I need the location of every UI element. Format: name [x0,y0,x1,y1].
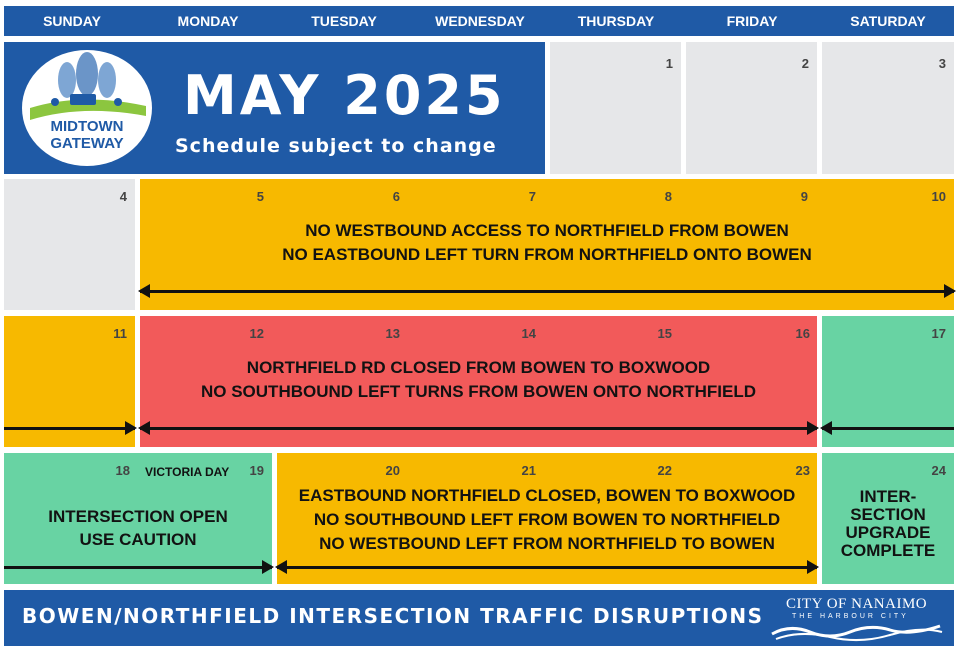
date-9: 9 [800,189,808,204]
week4-open-arrow [4,566,272,569]
city-tagline: THE HARBOUR CITY [792,613,909,620]
date-3: 3 [938,56,946,71]
day-cell-3 [822,42,954,174]
weekday-monday: MONDAY [177,13,239,29]
date-24: 24 [931,463,946,478]
arrow-right-icon [807,421,819,435]
week4-notice-line3: NO WESTBOUND LEFT FROM NORTHFIELD TO BOWEN [319,534,775,553]
week3-carryover-arrow [4,427,135,430]
date-17: 17 [931,326,946,341]
weekday-tuesday: TUESDAY [311,13,377,29]
victoria-day-label: VICTORIA DAY [145,465,230,479]
date-8: 8 [664,189,672,204]
week4-duration-arrow [277,566,817,569]
waves-icon [770,622,948,642]
date-4: 4 [119,189,127,204]
arrow-left-icon [138,421,150,435]
arrow-right-icon [944,284,956,298]
week2-notice-line1: NO WESTBOUND ACCESS TO NORTHFIELD FROM BOWEN [305,221,789,240]
schedule-note: Schedule subject to change [175,135,497,157]
upgrade-complete-line3: UPGRADE [845,523,931,542]
week3-open-arrow [822,427,954,430]
weekday-saturday: SATURDAY [850,13,926,29]
date-18: 18 [115,463,130,478]
week2-duration-arrow [140,290,954,293]
footer-title: BOWEN/NORTHFIELD INTERSECTION TRAFFIC DISRUPTIONS [22,604,764,628]
week3-notice-line1: NORTHFIELD RD CLOSED FROM BOWEN TO BOXWOOD [246,358,711,377]
date-11: 11 [113,326,127,341]
arrow-right-icon [807,560,819,574]
month-banner [4,42,545,174]
date-5: 5 [256,189,264,204]
day-cell-2 [686,42,817,174]
day-cell-24 [822,453,954,584]
date-1: 1 [665,56,673,71]
arrow-right-icon [262,560,274,574]
date-10: 10 [931,189,946,204]
upgrade-complete-line4: COMPLETE [840,541,936,560]
logo-line-2: GATEWAY [50,135,124,152]
date-19: 19 [249,463,264,478]
logo-line-1: MIDTOWN [50,118,124,135]
week2-notice-line2: NO EASTBOUND LEFT TURN FROM NORTHFIELD ONTO BOWEN [282,245,812,264]
upgrade-complete-line1: INTER- [859,487,917,506]
arrow-right-icon [125,421,137,435]
week3-duration-arrow [140,427,817,430]
week4-notice-line2: NO SOUTHBOUND LEFT FROM BOWEN TO NORTHFIELD [313,510,781,529]
week4-notice-line1: EASTBOUND NORTHFIELD CLOSED, BOWEN TO BOXWOOD [298,486,796,505]
week3-notice-line2: NO SOUTHBOUND LEFT TURNS FROM BOWEN ONTO NORTHFIELD [201,382,756,401]
day-cell-1 [550,42,681,174]
open-block-week4 [4,453,272,584]
date-13: 13 [385,326,400,341]
date-15: 15 [657,326,672,341]
arrow-left-icon [138,284,150,298]
date-20: 20 [385,463,400,478]
date-12: 12 [249,326,264,341]
arrow-left-icon [275,560,287,574]
day-cell-4 [4,179,135,310]
week4-open-line2: USE CAUTION [79,530,197,549]
closure-block-week4 [277,453,817,584]
date-7: 7 [528,189,536,204]
date-22: 22 [657,463,672,478]
date-6: 6 [392,189,400,204]
weekday-thursday: THURSDAY [577,13,655,29]
date-21: 21 [521,463,536,478]
date-23: 23 [795,463,810,478]
date-2: 2 [801,56,809,71]
city-name: CITY OF NANAIMO [786,596,928,612]
date-16: 16 [795,326,810,341]
upgrade-complete-line2: SECTION [850,505,926,524]
weekday-friday: FRIDAY [726,13,778,29]
weekday-wednesday: WEDNESDAY [435,13,525,29]
arrow-left-icon [820,421,832,435]
month-title: MAY 2025 [183,64,506,127]
city-of-nanaimo-logo [770,594,948,642]
weekday-sunday: SUNDAY [43,13,101,29]
date-14: 14 [521,326,536,341]
week4-open-line1: INTERSECTION OPEN [48,507,228,526]
